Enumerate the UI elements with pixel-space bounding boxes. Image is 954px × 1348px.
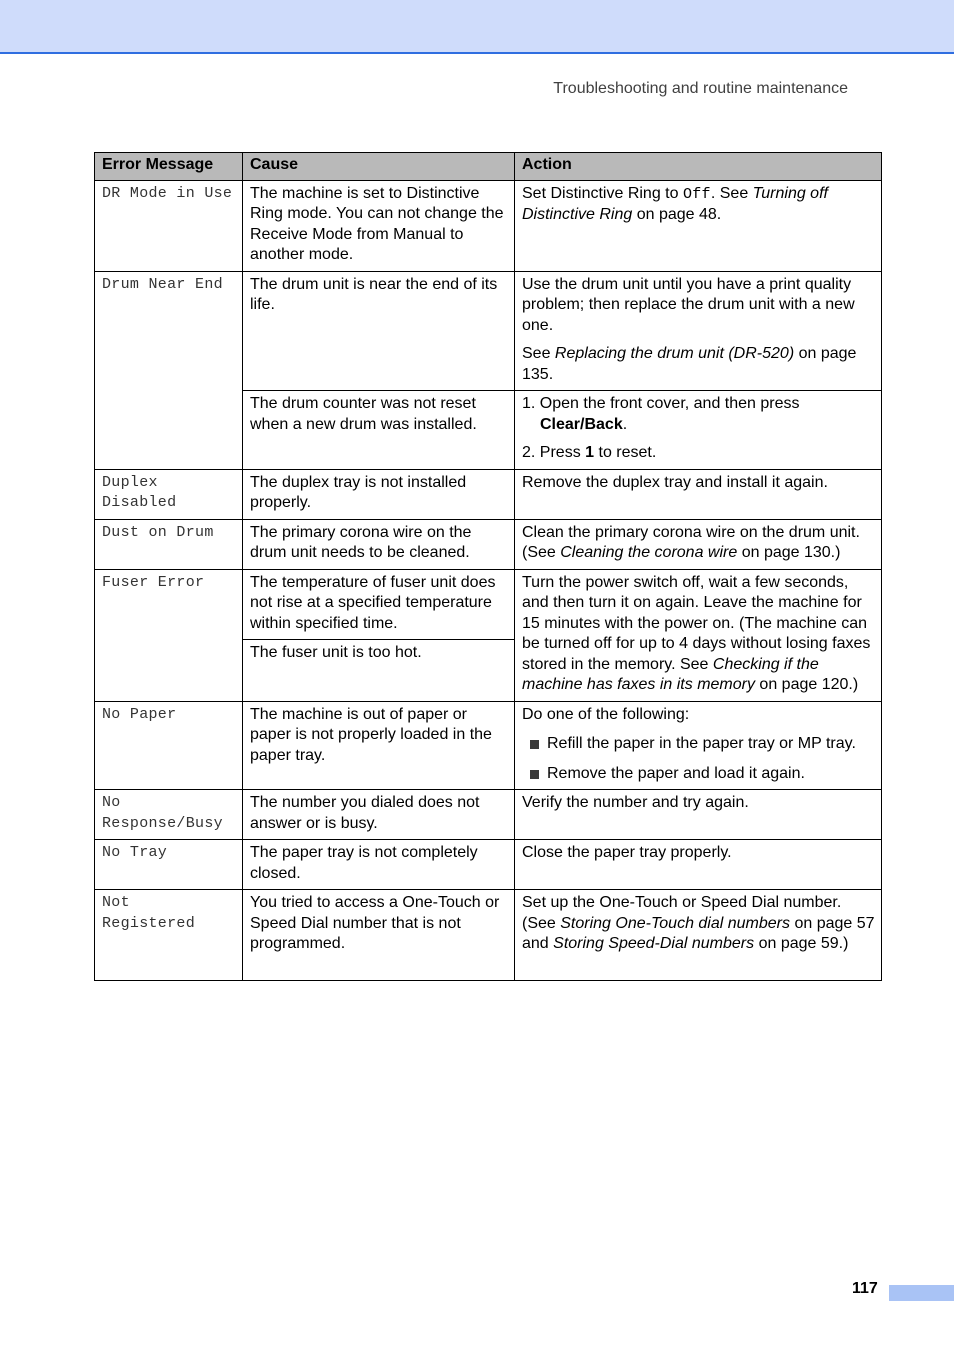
bullet-item: Refill the paper in the paper tray or MP tray. [522, 734, 875, 755]
column-header-action: Action [515, 153, 882, 181]
action-cell: Verify the number and try again. [515, 790, 882, 840]
action-cell: Turn the power switch off, wait a few seconds, and then turn it on again. Leave the machine for 15 minutes with the power on. (The machine can be turned off for up to 4 days without losing faxes stored in the memory. See Checking if the machine has faxes in its memory on page 120.) [515, 569, 882, 701]
table-row [95, 790, 882, 840]
cause-cell: You tried to access a One-Touch or Speed Dial number that is not programmed. [243, 890, 515, 981]
cross-reference: Storing One-Touch dial numbers [560, 914, 791, 932]
page-tab-marker [889, 1285, 954, 1301]
running-header-title: Troubleshooting and routine maintenance [553, 80, 848, 97]
cause-cell: The drum counter was not reset when a new drum was installed. [243, 391, 515, 470]
action-cell: Use the drum unit until you have a print quality problem; then replace the drum unit with a new one. See Replacing the drum unit (DR-520) on page 135. [515, 271, 882, 391]
action-cell [515, 391, 882, 470]
action-cell: Set Distinctive Ring to Off. See Turning off Distinctive Ring on page 48. [515, 180, 882, 271]
error-message-cell: Fuser Error [95, 569, 243, 701]
column-header-cause: Cause [243, 153, 515, 181]
square-bullet-icon [530, 740, 539, 749]
error-message-cell: Drum Near End [95, 271, 243, 469]
table-row [95, 701, 882, 790]
error-message-cell: Duplex Disabled [95, 469, 243, 519]
error-message-cell: Not Registered [95, 890, 243, 981]
bullet-item: Remove the paper and load it again. [522, 764, 875, 785]
cross-reference: Storing Speed-Dial numbers [553, 935, 755, 952]
error-message-cell: Dust on Drum [95, 519, 243, 569]
action-cell: Do one of the following: Refill the paper in the paper tray or MP tray. Remove the paper and load it again. [515, 701, 882, 790]
error-message-cell: No Paper [95, 701, 243, 790]
cause-cell: The primary corona wire on the drum unit needs to be cleaned. [243, 519, 515, 569]
table-row [95, 840, 882, 890]
table-row [95, 519, 882, 569]
cause-cell: The machine is set to Distinctive Ring mode. You can not change the Receive Mode from Manual to another mode. [243, 180, 515, 271]
step-1: 1. Open the front cover, and then press Clear/Back. [522, 395, 800, 433]
square-bullet-icon [530, 770, 539, 779]
page-number: 117 [852, 1280, 878, 1297]
action-cell: Remove the duplex tray and install it again. [515, 469, 882, 519]
action-cell: Set up the One-Touch or Speed Dial number. (See Storing One-Touch dial numbers on page 57 and Storing Speed-Dial numbers on page 59.) [515, 890, 882, 981]
step-2: 2. Press 1 to reset. [522, 444, 657, 461]
table-row [95, 469, 882, 519]
cause-cell: The number you dialed does not answer or is busy. [243, 790, 515, 840]
action-cell: Clean the primary corona wire on the drum unit. (See Cleaning the corona wire on page 130.) [515, 519, 882, 569]
table-row [95, 569, 882, 640]
table-header-row [95, 153, 882, 181]
key-name: 1 [585, 444, 595, 461]
cause-cell: The paper tray is not completely closed. [243, 840, 515, 890]
cause-cell: The drum unit is near the end of its life. [243, 271, 515, 391]
action-cell: Close the paper tray properly. [515, 840, 882, 890]
cause-cell: The fuser unit is too hot. [243, 640, 515, 701]
cause-cell: The duplex tray is not installed properly. [243, 469, 515, 519]
header-band [0, 0, 954, 54]
error-message-table [94, 152, 882, 981]
column-header-error-message: Error Message [95, 153, 243, 181]
cause-cell: The temperature of fuser unit does not rise at a specified temperature within specified time. [243, 569, 515, 640]
cause-cell: The machine is out of paper or paper is not properly loaded in the paper tray. [243, 701, 515, 790]
table-row [95, 890, 882, 981]
error-message-cell: No Response/Busy [95, 790, 243, 840]
setting-value: Off [682, 185, 711, 203]
cross-reference: Cleaning the corona wire [560, 544, 738, 561]
error-message-cell: DR Mode in Use [95, 180, 243, 271]
cross-reference: Checking if the machine has faxes in its memory [522, 655, 819, 693]
cross-reference: Replacing the drum unit (DR-520) [554, 345, 795, 362]
error-message-cell: No Tray [95, 840, 243, 890]
table-row [95, 271, 882, 391]
key-name: Clear/Back [540, 415, 623, 433]
cross-reference: Turning off Distinctive Ring [522, 184, 828, 223]
table-row [95, 180, 882, 271]
